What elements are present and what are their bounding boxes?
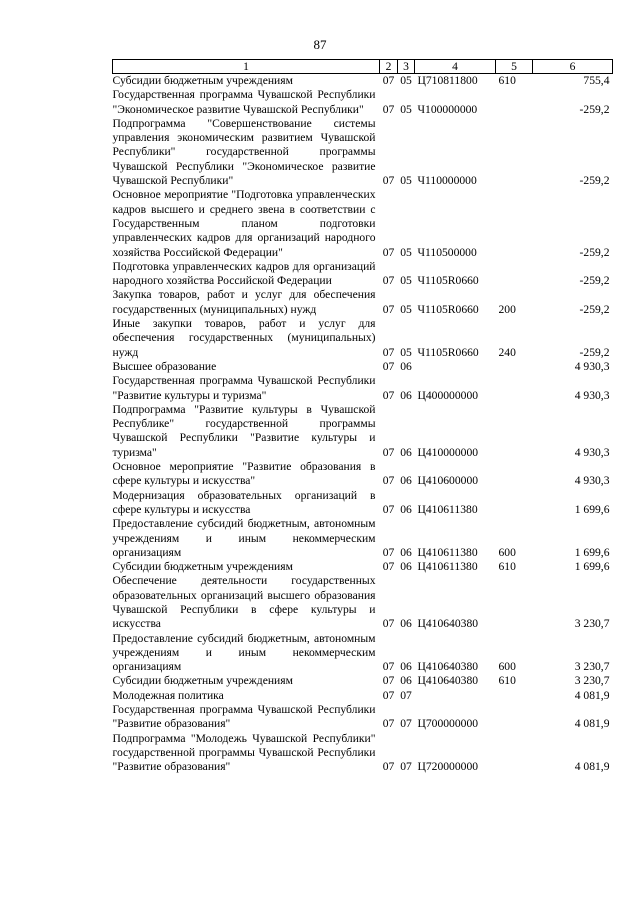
row-name: Субсидии бюджетным учреждениям [112, 74, 293, 87]
subsection-code: 06 [400, 502, 412, 516]
amount: 1 699,6 [574, 560, 610, 574]
section-code: 07 [382, 274, 395, 288]
table-row [113, 574, 613, 631]
subsection-code: 06 [400, 359, 412, 373]
table-row [113, 560, 613, 574]
table-row [113, 188, 613, 259]
subsection-code: 05 [400, 102, 412, 116]
expense-type-code: 610 [498, 674, 516, 688]
amount: -259,2 [579, 345, 610, 359]
subsection-code: 05 [400, 74, 412, 87]
amount: -259,2 [579, 174, 610, 188]
expense-type-code [496, 489, 533, 518]
row-name: Подпрограмма "Развитие культуры в Чувашской Республике" государственной программы Чувашской Республики "Развитие культуры и туризма" [112, 402, 376, 459]
expense-type-code [496, 88, 533, 117]
subsection-code: 06 [400, 388, 412, 402]
row-name: Высшее образование [112, 359, 217, 373]
row-name: Государственная программа Чувашской Республики "Развитие культуры и туризма" [112, 374, 376, 402]
expense-type-code [496, 188, 533, 259]
target-article-code: Ч1105R0660 [417, 274, 479, 288]
row-name: Подпрограмма "Совершенствование системы управления экономическим развитием Чувашской Республики" государственной программы Чувашской Республики "Экономическое развитие Чувашской Республики" [112, 116, 376, 188]
section-code: 07 [382, 302, 395, 316]
amount: 4 081,9 [574, 717, 610, 731]
target-article-code [415, 689, 496, 703]
page-number: 87 [313, 37, 327, 52]
expense-type-code [496, 689, 533, 703]
table-row [113, 317, 613, 360]
expense-type-code: 200 [498, 302, 516, 316]
column-header: 3 [398, 60, 415, 74]
target-article-code: Ц410611380 [417, 502, 478, 516]
amount: 1 699,6 [574, 502, 610, 516]
target-article-code: Ч110000000 [417, 174, 477, 188]
row-name: Предоставление субсидий бюджетным, автономным учреждениям и иным некоммерческим организациям [112, 631, 376, 674]
target-article-code: Ц410611380 [417, 545, 478, 559]
expense-type-code [496, 460, 533, 489]
section-code: 07 [382, 359, 395, 373]
amount: -259,2 [579, 245, 610, 259]
column-header: 6 [533, 60, 613, 74]
amount: 4 930,3 [574, 359, 610, 373]
expense-type-code [496, 703, 533, 732]
amount: 4 081,9 [574, 760, 610, 774]
table-row [113, 260, 613, 289]
table-row [113, 732, 613, 775]
expense-type-code: 610 [498, 560, 516, 574]
table-row [113, 117, 613, 188]
column-header: 1 [113, 60, 380, 74]
subsection-code: 05 [400, 345, 412, 359]
subsection-code: 05 [400, 274, 412, 288]
row-name: Субсидии бюджетным учреждениям [112, 560, 293, 574]
amount: 4 081,9 [574, 688, 610, 702]
amount: 4 930,3 [574, 388, 610, 402]
amount: 755,4 [583, 74, 610, 87]
table-row [113, 288, 613, 317]
subsection-code: 05 [400, 302, 412, 316]
amount: 3 230,7 [574, 617, 610, 631]
expense-type-code: 240 [498, 345, 516, 359]
row-name: Подготовка управленческих кадров для организаций народного хозяйства Российской Федерации [112, 259, 376, 288]
table-row [113, 403, 613, 460]
section-code: 07 [382, 617, 395, 631]
section-code: 07 [382, 760, 395, 774]
table-row [113, 674, 613, 688]
target-article-code: Ц410640380 [417, 617, 479, 631]
target-article-code: Ц720000000 [417, 760, 479, 774]
budget-table [112, 59, 613, 775]
subsection-code: 06 [400, 445, 412, 459]
amount: -259,2 [579, 274, 610, 288]
row-name: Закупка товаров, работ и услуг для обеспечения государственных (муниципальных) нужд [112, 288, 376, 316]
amount: 4 930,3 [574, 474, 610, 488]
row-name: Молодежная политика [112, 688, 224, 702]
row-name: Государственная программа Чувашской Республики "Экономическое развитие Чувашской Республики" [112, 88, 376, 116]
row-name: Иные закупки товаров, работ и услуг для обеспечения государственных (муниципальных) нужд [112, 317, 376, 359]
row-name: Государственная программа Чувашской Республики "Развитие образования" [112, 703, 376, 731]
section-code: 07 [382, 560, 395, 574]
section-code: 07 [382, 174, 395, 188]
target-article-code: Ц410640380 [417, 660, 479, 674]
table-row [113, 88, 613, 117]
target-article-code: Ц700000000 [417, 717, 479, 731]
target-article-code: Ц410000000 [417, 445, 479, 459]
row-name: Субсидии бюджетным учреждениям [112, 674, 293, 688]
target-article-code: Ц410640380 [417, 674, 479, 688]
row-name: Основное мероприятие "Подготовка управленческих кадров высшего и среднего звена в соответствии с Государственным планом подготовки управленческих кадров для организаций народного хозяйства Российской Федерации" [112, 188, 376, 259]
expense-type-code [496, 574, 533, 631]
expense-type-code [496, 732, 533, 775]
section-code: 07 [382, 545, 395, 559]
target-article-code: Ц410611380 [417, 560, 478, 574]
table-row [113, 360, 613, 374]
column-header: 2 [380, 60, 398, 74]
subsection-code: 06 [400, 674, 412, 688]
expense-type-code [496, 260, 533, 289]
amount: 4 930,3 [574, 445, 610, 459]
expense-type-code [496, 403, 533, 460]
section-code: 07 [382, 445, 395, 459]
subsection-code: 07 [400, 760, 412, 774]
row-name: Модернизация образовательных организаций в сфере культуры и искусства [112, 488, 376, 516]
section-code: 07 [382, 660, 395, 674]
target-article-code [415, 360, 496, 374]
row-name: Основное мероприятие "Развитие образования в сфере культуры и искусства" [112, 460, 376, 488]
amount: 1 699,6 [574, 545, 610, 559]
amount: 3 230,7 [574, 660, 610, 674]
table-header-row [113, 60, 613, 74]
amount: -259,2 [579, 102, 610, 116]
amount: -259,2 [579, 302, 610, 316]
expense-type-code: 600 [498, 545, 516, 559]
expense-type-code: 610 [498, 74, 516, 87]
table-row [113, 632, 613, 675]
table-row [113, 703, 613, 732]
target-article-code: Ч1105R0660 [417, 345, 479, 359]
section-code: 07 [382, 502, 395, 516]
section-code: 07 [382, 102, 395, 116]
target-article-code: Ч100000000 [417, 102, 478, 116]
column-header: 5 [496, 60, 533, 74]
expense-type-code: 600 [498, 660, 516, 674]
target-article-code: Ч1105R0660 [417, 302, 479, 316]
row-name: Предоставление субсидий бюджетным, автономным учреждениям и иным некоммерческим организациям [112, 517, 376, 559]
subsection-code: 06 [400, 545, 412, 559]
section-code: 07 [382, 717, 395, 731]
subsection-code: 07 [400, 717, 412, 731]
subsection-code: 06 [400, 474, 412, 488]
amount: 3 230,7 [574, 674, 610, 688]
row-name: Подпрограмма "Молодежь Чувашской Республики" государственной программы Чувашской Республики "Развитие образования" [112, 731, 376, 774]
subsection-code: 06 [400, 560, 412, 574]
section-code: 07 [382, 74, 395, 87]
table-row [113, 517, 613, 560]
expense-type-code [496, 374, 533, 403]
target-article-code: Ц410600000 [417, 474, 479, 488]
expense-type-code [496, 117, 533, 188]
row-name: Обеспечение деятельности государственных образовательных организаций высшего образования Чувашской Республики в сфере культуры и искусства [112, 574, 376, 631]
section-code: 07 [382, 388, 395, 402]
subsection-code: 05 [400, 174, 412, 188]
section-code: 07 [382, 688, 395, 702]
table-row [113, 74, 613, 89]
target-article-code: Ч110500000 [417, 245, 477, 259]
subsection-code: 07 [400, 688, 412, 702]
table-row [113, 374, 613, 403]
section-code: 07 [382, 674, 395, 688]
target-article-code: Ц710811800 [417, 74, 478, 87]
section-code: 07 [382, 245, 395, 259]
column-header: 4 [415, 60, 496, 74]
subsection-code: 06 [400, 617, 412, 631]
subsection-code: 05 [400, 245, 412, 259]
section-code: 07 [382, 474, 395, 488]
table-row [113, 489, 613, 518]
table-row [113, 460, 613, 489]
target-article-code: Ц400000000 [417, 388, 479, 402]
table-row [113, 689, 613, 703]
subsection-code: 06 [400, 660, 412, 674]
section-code: 07 [382, 345, 395, 359]
expense-type-code [496, 360, 533, 374]
